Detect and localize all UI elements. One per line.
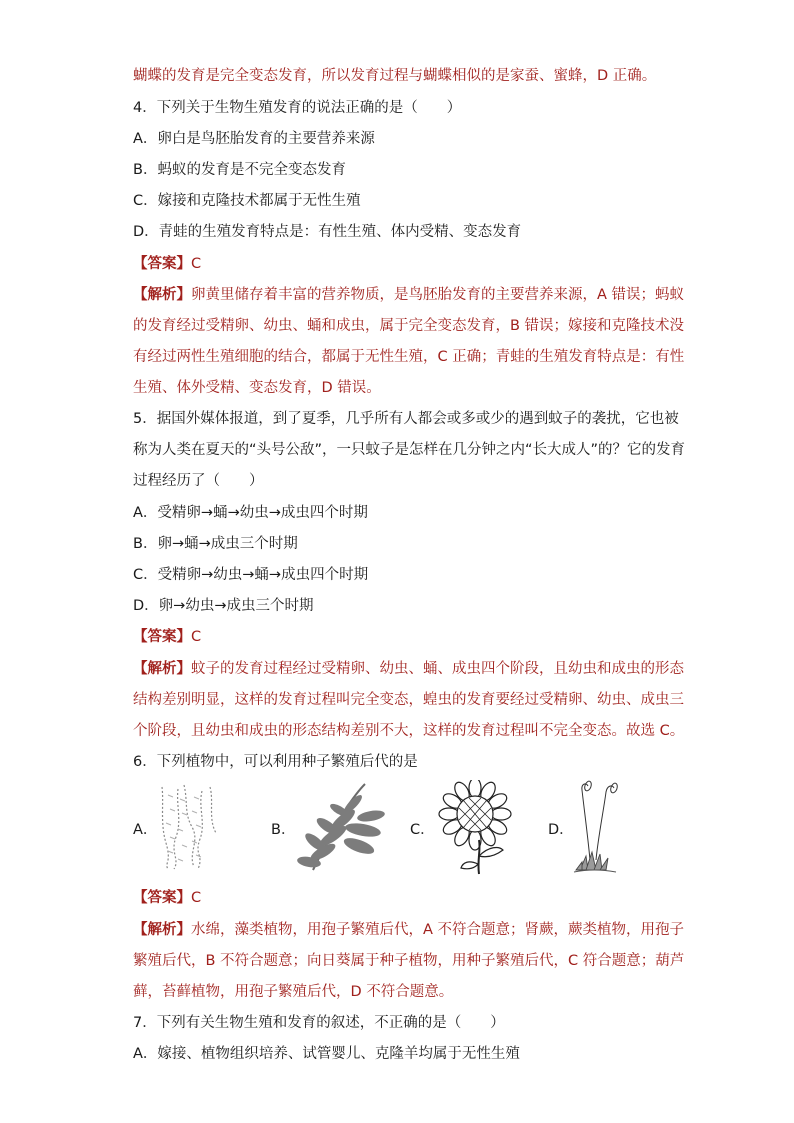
question-5-stem-line-2: 称为人类在夏天的“头号公敌”，一只蚊子是怎样在几分钟之内“长大成人”的？它的发育 <box>133 442 686 458</box>
answer-tag: 【答案】 <box>133 256 191 272</box>
q4-option-c: C．嫁接和克隆技术都属于无性生殖 <box>133 193 361 209</box>
q6-option-a-label: A． <box>133 822 158 838</box>
question-4-stem: 4．下列关于生物生殖发育的说法正确的是（ ） <box>133 100 462 116</box>
q6-option-c-label: C． <box>410 822 435 838</box>
q4-answer <box>133 254 201 274</box>
analysis-text: 蚊子的发育过程经过受精卵、幼虫、蛹、成虫四个阶段，且幼虫和成虫的形态 <box>191 661 684 677</box>
q4-option-d: D．青蛙的生殖发育特点是：有性生殖、体内受精、变态发育 <box>133 224 522 240</box>
q5-option-d: D．卵→幼虫→成虫三个时期 <box>133 598 314 614</box>
sunflower-icon <box>433 780 523 876</box>
q4-analysis-line-3: 有经过两性生殖细胞的结合，都属于无性生殖，C 正确；青蛙的生殖发育特点是：有性 <box>133 349 685 365</box>
question-7-stem: 7．下列有关生物生殖和发育的叙述，不正确的是（ ） <box>133 1015 505 1031</box>
q5-analysis-line-1 <box>133 659 684 679</box>
analysis-text: 水绵，藻类植物，用孢子繁殖后代，A 不符合题意；肾蕨，蕨类植物，用孢子 <box>191 922 685 938</box>
q6-analysis-line-1 <box>133 920 684 940</box>
q6-option-d-label: D． <box>548 822 574 838</box>
q4-analysis-line-2: 的发育经过受精卵、幼虫、蛹和成虫，属于完全变态发育，B 错误；嫁接和克隆技术没 <box>133 318 685 334</box>
q6-option-b-label: B． <box>271 822 296 838</box>
analysis-continuation: 蝴蝶的发育是完全变态发育，所以发育过程与蝴蝶相似的是家蚕、蜜蜂，D 正确。 <box>133 68 657 84</box>
question-5-stem-line-1: 5．据国外媒体报道，到了夏季，几乎所有人都会或多或少的遇到蚊子的袭扰，它也被 <box>133 411 679 427</box>
q6-answer <box>133 888 201 908</box>
q4-analysis-line-4: 生殖、体外受精、变态发育，D 错误。 <box>133 380 381 396</box>
question-6-stem: 6．下列植物中，可以利用种子繁殖后代的是 <box>133 754 418 770</box>
q7-option-a: A．嫁接、植物组织培养、试管婴儿、克隆羊均属于无性生殖 <box>133 1046 520 1062</box>
answer-value: C <box>191 256 202 272</box>
answer-value: C <box>191 890 202 906</box>
analysis-tag: 【解析】 <box>133 661 191 677</box>
q4-analysis-line-1 <box>133 285 684 305</box>
q5-analysis-line-2: 结构差别明显，这样的发育过程叫完全变态，蝗虫的发育要经过受精卵、幼虫、成虫三 <box>133 692 684 708</box>
moss-icon <box>570 778 624 876</box>
answer-tag: 【答案】 <box>133 629 191 645</box>
q6-analysis-line-2: 繁殖后代，B 不符合题意；向日葵属于种子植物，用种子繁殖后代，C 符合题意；葫芦 <box>133 953 685 969</box>
q5-analysis-line-3: 个阶段，且幼虫和成虫的形态结构差别不大，这样的发育过程叫不完全变态。故选 C。 <box>133 723 685 739</box>
spirogyra-algae-icon <box>158 783 220 871</box>
analysis-tag: 【解析】 <box>133 287 191 303</box>
q5-answer <box>133 627 201 647</box>
question-5-stem-line-3: 过程经历了（ ） <box>133 473 264 489</box>
fern-icon <box>293 780 391 874</box>
q4-option-a: A．卵白是鸟胚胎发育的主要营养来源 <box>133 131 375 147</box>
answer-value: C <box>191 629 202 645</box>
answer-tag: 【答案】 <box>133 890 191 906</box>
analysis-text: 卵黄里储存着丰富的营养物质，是鸟胚胎发育的主要营养来源，A 错误；蚂蚁 <box>191 287 685 303</box>
q6-analysis-line-3: 藓，苔藓植物，用孢子繁殖后代，D 不符合题意。 <box>133 984 454 1000</box>
analysis-tag: 【解析】 <box>133 922 191 938</box>
q5-option-c: C．受精卵→幼虫→蛹→成虫四个时期 <box>133 567 369 583</box>
q5-option-a: A．受精卵→蛹→幼虫→成虫四个时期 <box>133 505 368 521</box>
q4-option-b: B．蚂蚁的发育是不完全变态发育 <box>133 162 346 178</box>
q5-option-b: B．卵→蛹→成虫三个时期 <box>133 536 298 552</box>
